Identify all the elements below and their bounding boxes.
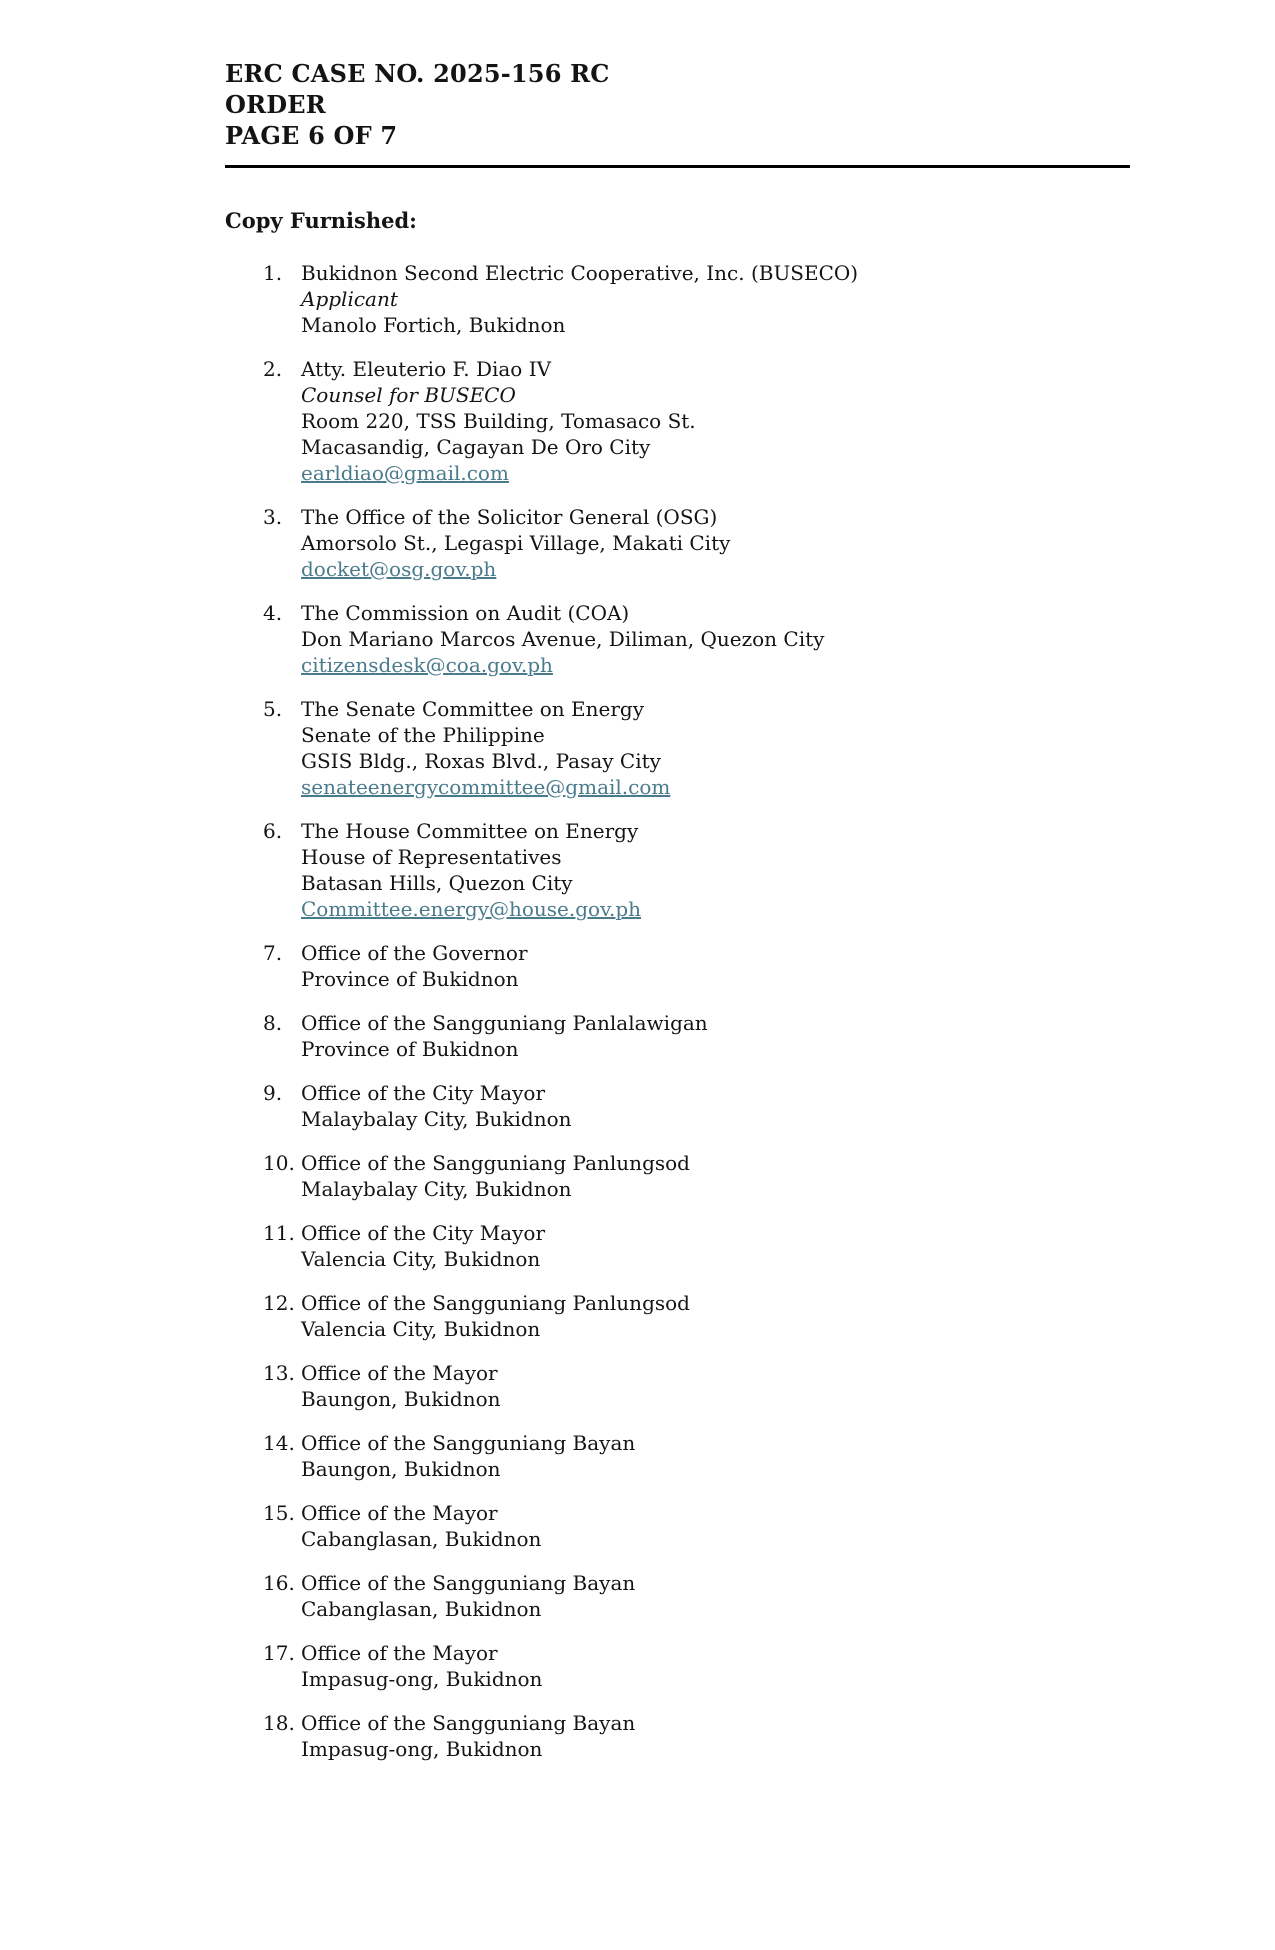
recipient-number: 10. bbox=[263, 1151, 295, 1175]
recipient-number: 12. bbox=[263, 1291, 295, 1315]
recipient-line: Impasug-ong, Bukidnon bbox=[301, 1667, 543, 1691]
recipient-line: Atty. Eleuterio F. Diao IV bbox=[301, 357, 552, 381]
recipient-number: 17. bbox=[263, 1641, 295, 1665]
recipient-line: Malaybalay City, Bukidnon bbox=[301, 1177, 572, 1201]
recipient-line: Office of the City Mayor bbox=[301, 1081, 546, 1105]
recipient-lines bbox=[301, 1010, 1130, 1062]
recipient-item bbox=[263, 818, 1130, 922]
recipient-number: 11. bbox=[263, 1221, 295, 1245]
recipient-line: Office of the Sangguniang Bayan bbox=[301, 1431, 636, 1455]
recipient-item bbox=[263, 1290, 1130, 1342]
case-number-line: ERC CASE NO. 2025-156 RC bbox=[225, 59, 610, 88]
recipient-line: Office of the Mayor bbox=[301, 1641, 498, 1665]
recipient-lines bbox=[301, 1290, 1130, 1342]
recipient-lines bbox=[301, 1430, 1130, 1482]
recipient-line: Cabanglasan, Bukidnon bbox=[301, 1527, 542, 1551]
recipient-number: 8. bbox=[263, 1011, 283, 1035]
recipient-line: Macasandig, Cagayan De Oro City bbox=[301, 435, 651, 459]
recipient-line: House of Representatives bbox=[301, 845, 562, 869]
recipient-line: Office of the City Mayor bbox=[301, 1221, 546, 1245]
recipient-line: Baungon, Bukidnon bbox=[301, 1457, 501, 1481]
recipient-item bbox=[263, 1360, 1130, 1412]
recipient-number: 1. bbox=[263, 261, 283, 285]
recipient-line: Office of the Sangguniang Bayan bbox=[301, 1571, 636, 1595]
recipient-lines bbox=[301, 1570, 1130, 1622]
recipient-number: 13. bbox=[263, 1361, 295, 1385]
recipient-number: 5. bbox=[263, 697, 283, 721]
recipient-line: Office of the Governor bbox=[301, 941, 528, 965]
recipient-line: Office of the Sangguniang Bayan bbox=[301, 1711, 636, 1735]
recipient-email-link[interactable]: earldiao@gmail.com bbox=[301, 461, 509, 485]
recipient-line: Province of Bukidnon bbox=[301, 967, 519, 991]
case-header bbox=[225, 58, 1130, 168]
recipient-number: 9. bbox=[263, 1081, 283, 1105]
recipient-lines bbox=[301, 1640, 1130, 1692]
recipient-item bbox=[263, 1570, 1130, 1622]
recipient-line: Bukidnon Second Electric Cooperative, Inc. (BUSECO) bbox=[301, 261, 859, 285]
recipient-number: 16. bbox=[263, 1571, 295, 1595]
recipient-lines bbox=[301, 356, 1130, 486]
recipient-item bbox=[263, 1080, 1130, 1132]
recipient-email-link[interactable]: citizensdesk@coa.gov.ph bbox=[301, 653, 553, 677]
recipient-lines bbox=[301, 600, 1130, 678]
recipient-item bbox=[263, 696, 1130, 800]
recipient-line: Province of Bukidnon bbox=[301, 1037, 519, 1061]
recipient-line: Office of the Mayor bbox=[301, 1501, 498, 1525]
recipient-item bbox=[263, 1010, 1130, 1062]
recipient-line: Impasug-ong, Bukidnon bbox=[301, 1737, 543, 1761]
recipient-number: 18. bbox=[263, 1711, 295, 1735]
recipient-email-link[interactable]: Committee.energy@house.gov.ph bbox=[301, 897, 642, 921]
recipient-lines bbox=[301, 260, 1130, 338]
recipient-item bbox=[263, 504, 1130, 582]
recipient-number: 3. bbox=[263, 505, 283, 529]
page-content bbox=[225, 58, 1130, 1780]
recipient-line: Office of the Sangguniang Panlalawigan bbox=[301, 1011, 708, 1035]
recipient-line: Room 220, TSS Building, Tomasaco St. bbox=[301, 409, 696, 433]
recipient-email-link[interactable]: docket@osg.gov.ph bbox=[301, 557, 497, 581]
recipient-lines bbox=[301, 504, 1130, 582]
recipient-number: 4. bbox=[263, 601, 283, 625]
recipient-lines bbox=[301, 1150, 1130, 1202]
recipient-item bbox=[263, 1500, 1130, 1552]
recipient-line: Senate of the Philippine bbox=[301, 723, 545, 747]
recipient-line: Amorsolo St., Legaspi Village, Makati City bbox=[301, 531, 731, 555]
recipient-lines bbox=[301, 1080, 1130, 1132]
recipient-lines bbox=[301, 1710, 1130, 1762]
recipient-line: The Senate Committee on Energy bbox=[301, 697, 645, 721]
recipient-item bbox=[263, 1710, 1130, 1762]
recipient-item bbox=[263, 1150, 1130, 1202]
recipient-line: GSIS Bldg., Roxas Blvd., Pasay City bbox=[301, 749, 661, 773]
recipient-lines bbox=[301, 940, 1130, 992]
recipient-number: 14. bbox=[263, 1431, 295, 1455]
copy-furnished-heading: Copy Furnished: bbox=[225, 208, 417, 233]
recipient-lines bbox=[301, 1360, 1130, 1412]
recipient-line: Batasan Hills, Quezon City bbox=[301, 871, 573, 895]
recipient-line: The House Committee on Energy bbox=[301, 819, 639, 843]
recipient-number: 7. bbox=[263, 941, 283, 965]
recipient-line: Valencia City, Bukidnon bbox=[301, 1317, 541, 1341]
order-line: ORDER bbox=[225, 90, 326, 119]
recipient-line: Don Mariano Marcos Avenue, Diliman, Quezon City bbox=[301, 627, 825, 651]
recipient-line: Office of the Mayor bbox=[301, 1361, 498, 1385]
recipient-email-link[interactable]: senateenergycommittee@gmail.com bbox=[301, 775, 671, 799]
recipient-item bbox=[263, 940, 1130, 992]
recipient-line: The Office of the Solicitor General (OSG) bbox=[301, 505, 718, 529]
recipient-item bbox=[263, 260, 1130, 338]
recipient-lines bbox=[301, 1220, 1130, 1272]
recipient-line: Baungon, Bukidnon bbox=[301, 1387, 501, 1411]
page-number-line: PAGE 6 OF 7 bbox=[225, 121, 398, 150]
recipient-item bbox=[263, 1220, 1130, 1272]
recipient-line: Manolo Fortich, Bukidnon bbox=[301, 313, 566, 337]
recipient-line: The Commission on Audit (COA) bbox=[301, 601, 630, 625]
recipient-number: 15. bbox=[263, 1501, 295, 1525]
recipient-line: Cabanglasan, Bukidnon bbox=[301, 1597, 542, 1621]
recipient-line: Valencia City, Bukidnon bbox=[301, 1247, 541, 1271]
recipient-item bbox=[263, 1640, 1130, 1692]
recipient-line: Office of the Sangguniang Panlungsod bbox=[301, 1151, 690, 1175]
recipient-item bbox=[263, 600, 1130, 678]
recipient-item bbox=[263, 1430, 1130, 1482]
recipient-number: 6. bbox=[263, 819, 283, 843]
recipient-lines bbox=[301, 818, 1130, 922]
recipient-line: Applicant bbox=[301, 287, 398, 311]
recipient-line: Malaybalay City, Bukidnon bbox=[301, 1107, 572, 1131]
recipient-item bbox=[263, 356, 1130, 486]
recipient-line: Counsel for BUSECO bbox=[301, 383, 516, 407]
recipient-line: Office of the Sangguniang Panlungsod bbox=[301, 1291, 690, 1315]
recipient-number: 2. bbox=[263, 357, 283, 381]
recipient-list bbox=[225, 260, 1130, 1762]
recipient-lines bbox=[301, 696, 1130, 800]
recipient-lines bbox=[301, 1500, 1130, 1552]
